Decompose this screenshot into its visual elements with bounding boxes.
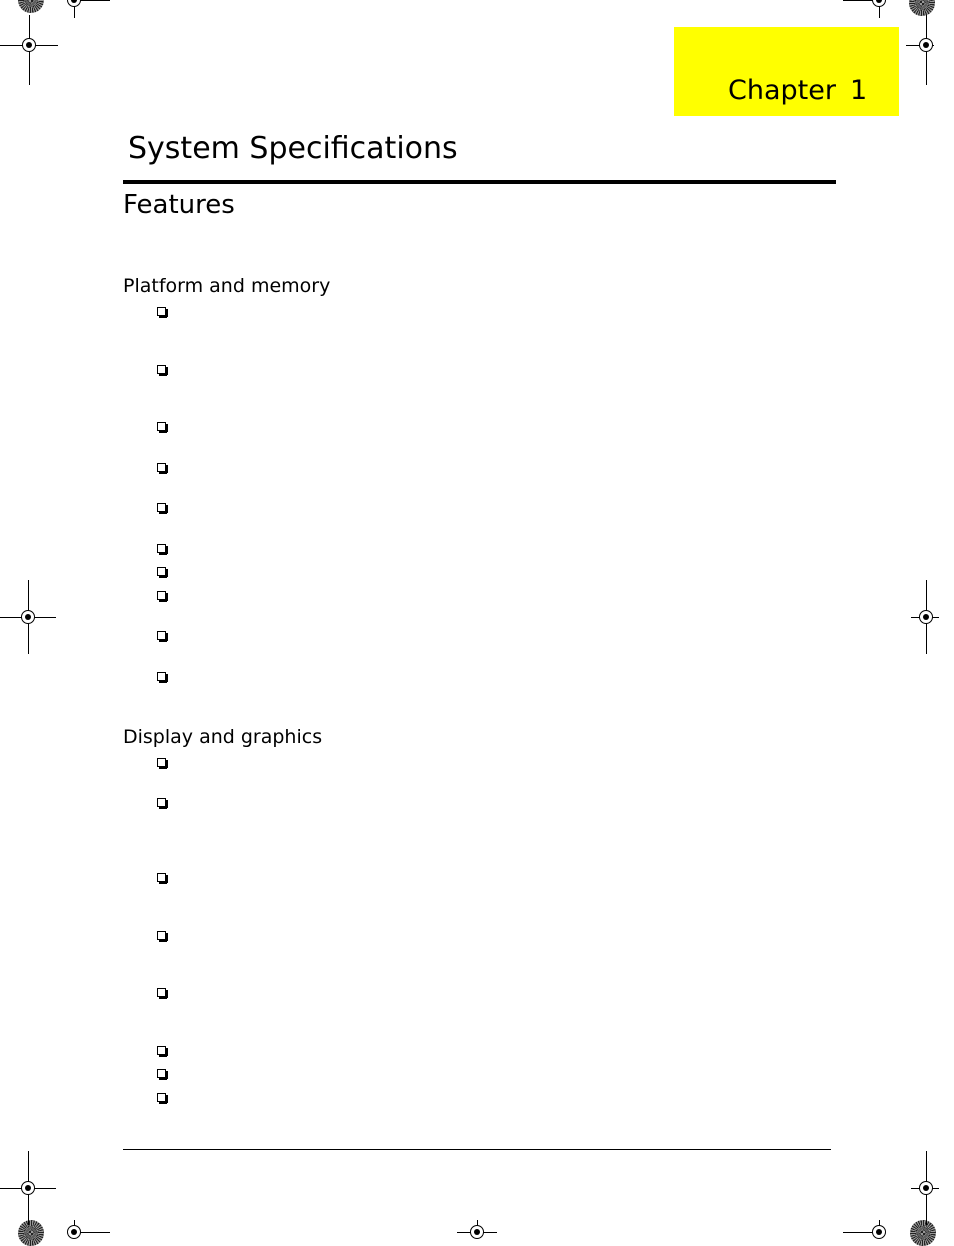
- title-divider: [123, 180, 836, 184]
- checkbox-bullet-icon: [157, 1046, 167, 1056]
- checkbox-bullet-icon: [157, 988, 167, 998]
- checkbox-bullet-icon: [157, 503, 167, 513]
- chapter-label: Chapter: [728, 75, 836, 106]
- checkbox-bullet-icon: [157, 631, 167, 641]
- checkbox-bullet-icon: [157, 1093, 167, 1103]
- registration-mark-icon: [909, 0, 935, 16]
- registration-mark-icon: [18, 0, 44, 13]
- checkbox-bullet-icon: [157, 463, 167, 473]
- chapter-number: 1: [849, 75, 868, 106]
- section-title: Features: [123, 190, 235, 220]
- subsection-heading-platform: Platform and memory: [123, 275, 331, 297]
- registration-mark-icon: [18, 1220, 44, 1246]
- checkbox-bullet-icon: [157, 422, 167, 432]
- checkbox-bullet-icon: [157, 307, 167, 317]
- checkbox-bullet-icon: [157, 931, 167, 941]
- checkbox-bullet-icon: [157, 544, 167, 554]
- chapter-tab: [674, 27, 899, 116]
- checkbox-bullet-icon: [157, 758, 167, 768]
- checkbox-bullet-icon: [157, 365, 167, 375]
- checkbox-bullet-icon: [157, 591, 167, 601]
- chapter-heading: [728, 75, 867, 107]
- subsection-heading-display: Display and graphics: [123, 726, 323, 748]
- page-title: System Specifications: [128, 131, 458, 166]
- checkbox-bullet-icon: [157, 672, 167, 682]
- checkbox-bullet-icon: [157, 873, 167, 883]
- footer-divider: [123, 1149, 831, 1150]
- checkbox-bullet-icon: [157, 798, 167, 808]
- checkbox-bullet-icon: [157, 1069, 167, 1079]
- checkbox-bullet-icon: [157, 567, 167, 577]
- registration-mark-icon: [910, 1220, 936, 1246]
